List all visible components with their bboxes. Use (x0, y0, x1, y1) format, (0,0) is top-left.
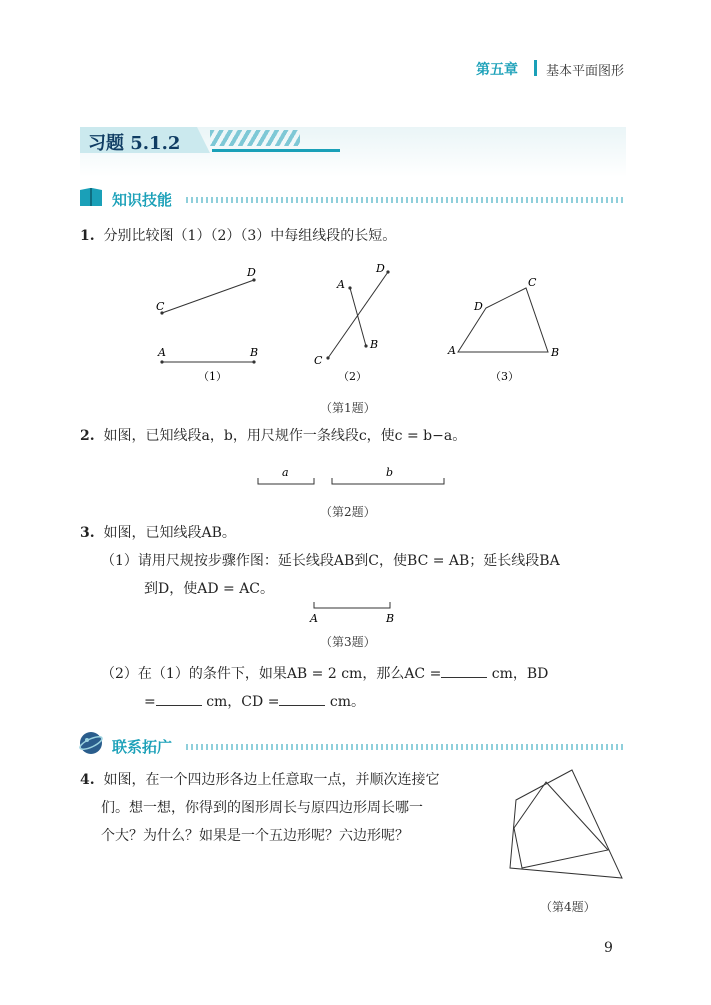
question-text: 分别比较图（1）（2）（3）中每组线段的长短。 (103, 228, 397, 244)
question-number: 1. (80, 228, 95, 244)
question-text: 如图，已知线段AB。 (103, 525, 236, 541)
label-D: D (474, 300, 483, 313)
q4-figure (500, 764, 630, 886)
label-A: A (158, 346, 166, 359)
figure-label-2: （2） (338, 370, 367, 383)
section-skills: 知识技能 (112, 191, 173, 209)
segment-b-label: b (386, 466, 394, 479)
label-A: A (310, 612, 318, 625)
answer-blank-bd[interactable] (156, 691, 202, 706)
label-B: B (370, 338, 379, 351)
question-3 (80, 523, 236, 543)
section-extension: 联系拓广 (112, 738, 173, 756)
question-4-line3: 个大？为什么？如果是一个五边形呢？六边形呢？ (101, 828, 409, 844)
chapter-label: 第五章 (476, 62, 518, 78)
answer-blank-cd[interactable] (279, 691, 325, 706)
exercise-title: 习题 5.1.2 (88, 133, 181, 154)
question-3-part2-line1: （2）在（1）的条件下，如果AB = 2 cm，那么AC = cm，BD (101, 663, 548, 684)
answer-blank-ac[interactable] (441, 663, 487, 678)
question-4-line1: 4. 如图，在一个四边形各边上任意取一点，并顺次连接它 (80, 772, 440, 788)
caption-q2: （第2题） (320, 505, 376, 519)
q3-figure (306, 600, 406, 626)
question-number: 4. (80, 772, 95, 788)
label-C: C (528, 276, 537, 289)
caption-q1: （第1题） (320, 401, 376, 415)
figure-label-1: （1） (198, 370, 227, 383)
banner-stripes (210, 130, 300, 146)
q1-figures (140, 258, 570, 388)
chapter-title: 基本平面图形 (546, 64, 625, 79)
caption-q4: （第4题） (540, 900, 596, 914)
label-C: C (314, 354, 323, 367)
label-B: B (250, 346, 259, 359)
figure-label-3: （3） (490, 370, 519, 383)
label-C: C (156, 300, 165, 313)
book-icon (78, 186, 104, 208)
label-D: D (247, 266, 256, 279)
figure-3 (447, 276, 559, 383)
q2-figure (250, 462, 460, 492)
label-A: A (448, 344, 456, 357)
label-B: B (551, 346, 560, 359)
caption-q3: （第3题） (320, 635, 376, 649)
question-number: 3. (80, 525, 95, 541)
section-dots (186, 744, 626, 750)
question-3-part2-line2: = cm，CD = cm。 (144, 691, 365, 712)
page-number: 9 (604, 940, 613, 956)
question-number: 2. (80, 428, 95, 444)
figure-2 (314, 262, 390, 383)
question-3-part1-line1: （1）请用尺规按步骤作图：延长线段AB到C，使BC = AB；延长线段BA (101, 553, 560, 569)
question-3-part1-line2: 到D，使AD = AC。 (144, 581, 275, 597)
question-text: 如图，已知线段a，b，用尺规作一条线段c，使c = b−a。 (103, 428, 467, 444)
label-A: A (337, 278, 345, 291)
header-divider (534, 60, 537, 76)
banner-underline (212, 149, 340, 152)
question-1 (80, 226, 396, 246)
segment-a-label: a (282, 466, 289, 479)
section-dots (186, 197, 626, 203)
question-2 (80, 426, 466, 446)
label-D: D (376, 262, 385, 275)
label-B: B (386, 612, 395, 625)
figure-1 (156, 266, 258, 383)
globe-icon (78, 731, 104, 755)
question-4-line2: 们。想一想，你得到的图形周长与原四边形周长哪一 (101, 800, 423, 816)
